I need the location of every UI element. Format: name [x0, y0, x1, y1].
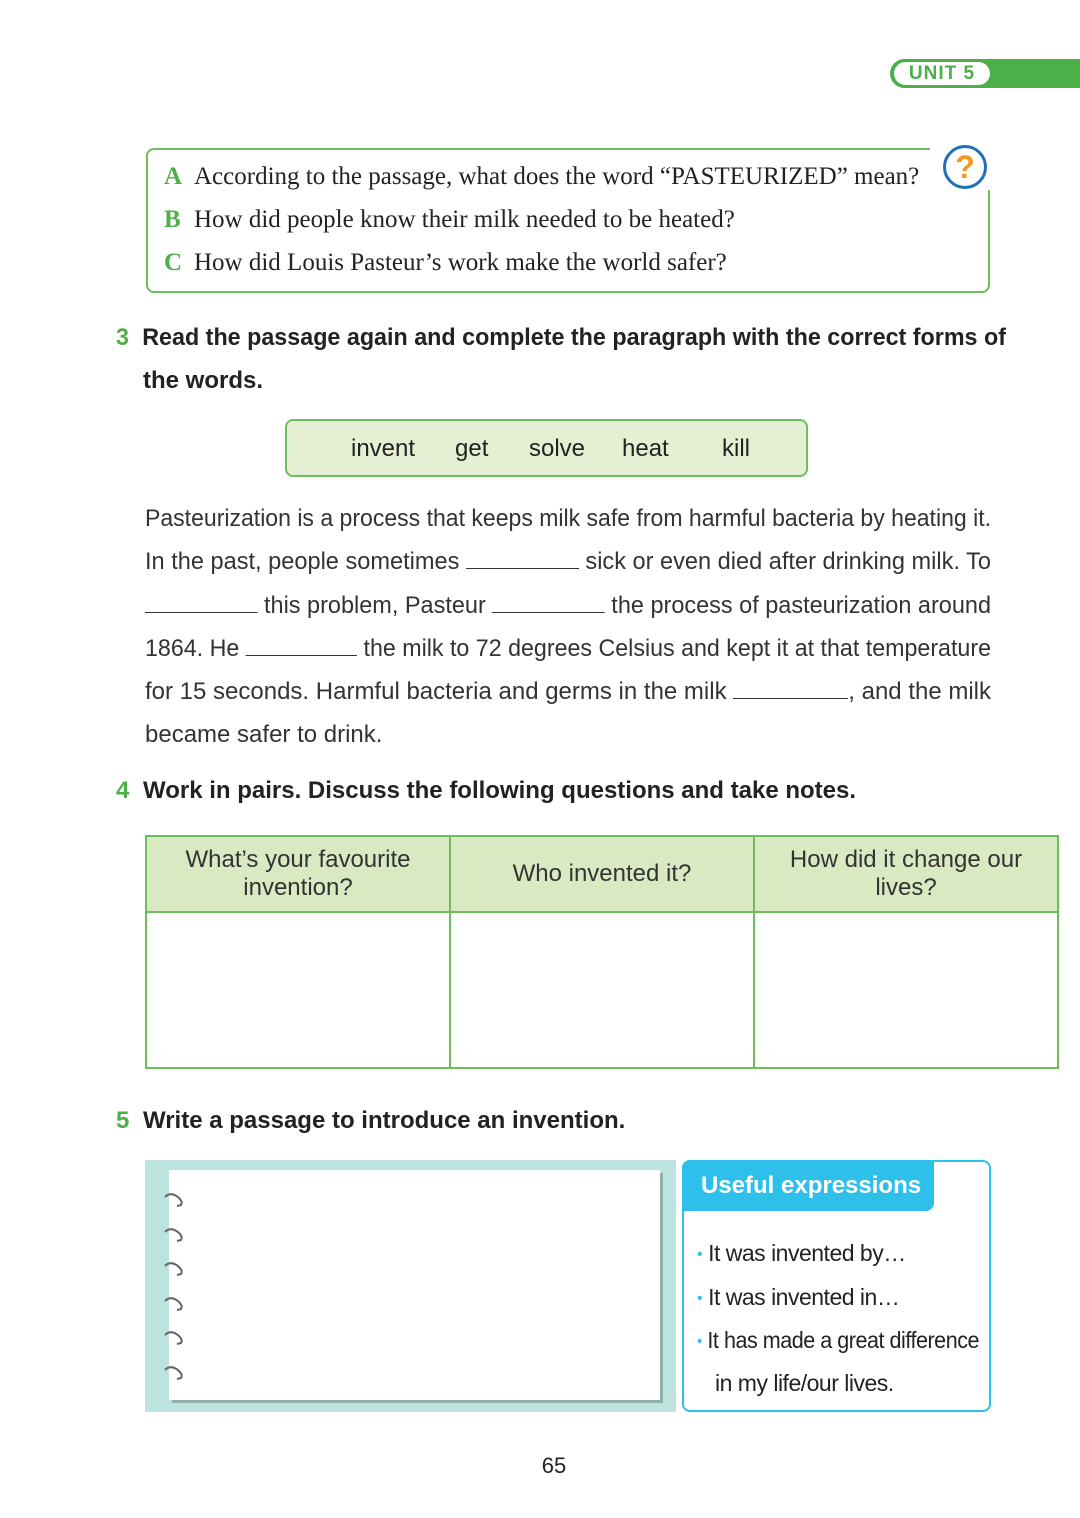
word: invent	[351, 435, 416, 462]
question-b: B How did people know their milk needed to be heated?	[164, 206, 735, 233]
question-mark-icon: ?	[943, 145, 987, 189]
expression-item: • It has made a great difference	[697, 1327, 979, 1353]
expression-item-cont: in my life/our lives.	[715, 1370, 894, 1396]
paragraph-line	[145, 713, 991, 756]
useful-expressions-title: Useful expressions	[682, 1160, 934, 1211]
task3-heading-cont: the words.	[143, 367, 264, 394]
notes-cell[interactable]	[450, 912, 754, 1068]
column-header: Who invented it?	[450, 836, 754, 912]
paragraph-line	[145, 670, 991, 713]
spiral-ring-icon	[163, 1365, 185, 1381]
word: solve	[529, 435, 586, 462]
spiral-ring-icon	[163, 1192, 185, 1208]
paragraph-line	[145, 627, 991, 670]
paragraph-line	[145, 497, 991, 540]
paragraph-text: this problem, Pasteur	[263, 591, 486, 619]
notes-cell[interactable]	[754, 912, 1058, 1068]
column-header: How did it change our lives?	[754, 836, 1058, 912]
word-bank	[285, 419, 808, 477]
question-a: A According to the passage, what does the word “PASTEURIZED” mean?	[164, 163, 920, 190]
gap-fill-paragraph	[145, 497, 991, 757]
answer-blank[interactable]	[246, 635, 357, 656]
word: heat	[622, 435, 669, 462]
paragraph-text: the milk to 72 degrees Celsius and kept it at that temperature	[363, 634, 991, 662]
paragraph-text: for 15 seconds. Harmful bacteria and germs in the milk	[145, 678, 727, 706]
word: kill	[722, 435, 750, 462]
answer-blank[interactable]	[466, 548, 579, 569]
answer-blank[interactable]	[145, 592, 257, 613]
expression-item: • It was invented by…	[697, 1240, 906, 1266]
page-number: 65	[541, 1453, 567, 1478]
paragraph-text: Pasteurization is a process that keeps milk safe from harmful bacteria by heating it.	[145, 505, 991, 532]
task4-heading: 4 Work in pairs. Discuss the following questions and take notes.	[116, 777, 857, 804]
spiral-ring-icon	[163, 1296, 185, 1312]
notes-table	[145, 835, 1059, 1069]
expression-item: • It was invented in…	[697, 1284, 900, 1310]
spiral-ring-icon	[163, 1227, 185, 1243]
spiral-ring-icon	[163, 1261, 185, 1277]
paragraph-text: became safer to drink.	[145, 721, 383, 749]
paragraph-text: , and the milk	[848, 678, 991, 706]
spiral-ring-icon	[163, 1330, 185, 1346]
paragraph-line	[145, 540, 991, 583]
paragraph-text: the process of pasteurization around	[611, 591, 991, 619]
unit-label: UNIT 5	[894, 62, 990, 85]
paragraph-text: sick or even died after drinking milk. To	[585, 548, 991, 576]
paragraph-text: 1864. He	[145, 634, 240, 662]
task3-heading: 3 Read the passage again and complete the paragraph with the correct forms of	[116, 324, 1007, 351]
column-header: What’s your favourite invention?	[146, 836, 450, 912]
notes-cell[interactable]	[146, 912, 450, 1068]
task5-heading: 5 Write a passage to introduce an invention.	[116, 1107, 626, 1134]
writing-area[interactable]	[169, 1170, 660, 1400]
paragraph-text: In the past, people sometimes	[145, 548, 460, 576]
paragraph-line	[145, 584, 991, 627]
answer-blank[interactable]	[733, 678, 848, 699]
word: get	[455, 435, 489, 462]
answer-blank[interactable]	[492, 592, 604, 613]
question-c: C How did Louis Pasteur’s work make the world safer?	[164, 249, 727, 276]
